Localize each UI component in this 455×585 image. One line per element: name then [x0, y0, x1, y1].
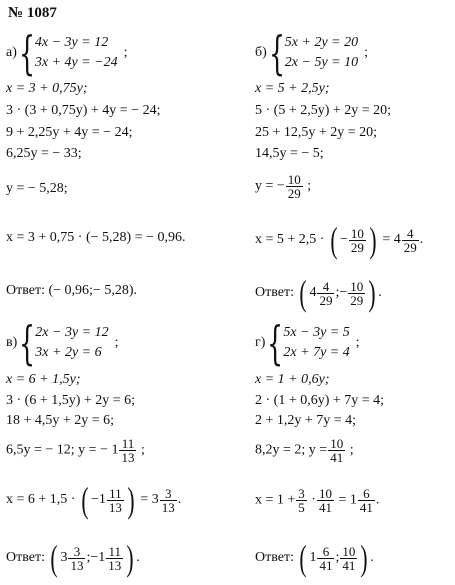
g-line1: x = 1 + 0,6y; [255, 372, 330, 387]
fraction: $\frac{11}{13}$ [121, 436, 135, 465]
v-line3: 18 + 4,5y + 2y = 6; [6, 413, 115, 428]
answer-label: Ответ: [255, 285, 294, 301]
fraction: $\frac{11}{13}$ [108, 485, 122, 515]
g-answer: Ответ: ( 1 $\frac{6}{41}$ ; $\frac{10}{41}$ ) . [255, 538, 374, 578]
a-line2: 3 · (3 + 0,75y) + 4y = − 24; [6, 103, 161, 118]
g-line5-text: x = 1 + [255, 492, 296, 508]
fraction: $\frac{10}{41}$ [342, 543, 356, 573]
b-line5: y = − $\frac{10}{29}$ ; [255, 172, 312, 201]
system-v-eq1: 2x − 3y = 12 [35, 325, 109, 340]
brace-icon: { [18, 26, 35, 80]
label-a: а) [6, 45, 17, 60]
system-g-eq2: 2x + 7y = 4 [283, 345, 350, 360]
b-line6: x = 5 + 2,5 · ( − $\frac{10}{29}$ ) = 4 $\frac{4}{29}$ . [255, 220, 424, 260]
fraction: $\frac{4}{29}$ [403, 225, 417, 255]
system-v-semi: ; [114, 335, 119, 350]
fraction: $\frac{10}{41}$ [318, 486, 332, 515]
system-a [6, 26, 128, 80]
brace-icon: { [268, 26, 285, 80]
a-line5: y = − 5,28; [6, 181, 68, 196]
g-line4: 8,2y = 2; y = $\frac{10}{41}$ ; [255, 436, 354, 465]
a-line1: x = 3 + 0,75y; [6, 81, 88, 96]
g-line3: 2 + 1,2y + 7y = 4; [255, 413, 357, 428]
b-answer: Ответ: ( 4 $\frac{4}{29}$ ;− $\frac{10}{29}$ ) . [255, 273, 382, 313]
v-answer: Ответ: ( 3 $\frac{3}{13}$ ;−1 $\frac{11}{13}$ ) . [6, 538, 140, 578]
v-line5: x = 6 + 1,5 · ( −1 $\frac{11}{13}$ ) = 3 $\frac{3}{13}$ . [6, 480, 182, 520]
fraction: $\frac{10}{41}$ [330, 436, 344, 465]
v-line4: 6,5y = − 12; y = − 1 $\frac{11}{13}$ ; [6, 436, 145, 465]
b-line4: 14,5y = − 5; [255, 146, 324, 161]
v-line1: x = 6 + 1,5y; [6, 372, 81, 387]
system-a-eq2: 3x + 4y = −24 [34, 55, 118, 70]
fraction: $\frac{11}{13}$ [108, 543, 122, 573]
brace-icon: { [19, 316, 36, 370]
label-g: г) [255, 335, 266, 350]
system-g [255, 316, 360, 370]
v-line4-text: 6,5y = − 12; y = − 1 [6, 442, 119, 458]
b-line1: x = 5 + 2,5y; [255, 81, 330, 96]
fraction: $\frac{10}{29}$ [350, 225, 364, 255]
fraction: $\frac{3}{13}$ [70, 543, 84, 573]
g-line5: x = 1 + $\frac{3}{5}$ · $\frac{10}{41}$ = 1 $\frac{6}{41}$ . [255, 486, 380, 515]
fraction: $\frac{3}{5}$ [298, 486, 305, 515]
b-line5-text: y = − [255, 178, 285, 194]
answer-label: Ответ: [255, 550, 294, 566]
system-v [6, 316, 119, 370]
label-v: в) [6, 335, 18, 350]
v-line5-text: x = 6 + 1,5 · [6, 492, 76, 508]
fraction: $\frac{6}{41}$ [319, 543, 333, 573]
system-g-semi: ; [355, 335, 360, 350]
v-line2: 3 · (6 + 1,5y) + 2y = 6; [6, 393, 136, 408]
fraction: $\frac{3}{13}$ [161, 485, 175, 515]
problem-number: № 1087 [8, 5, 57, 21]
system-b-eq2: 2x − 5y = 10 [284, 55, 359, 70]
fraction: $\frac{6}{41}$ [359, 486, 373, 515]
b-line2: 5 · (5 + 2,5y) + 2y = 20; [255, 103, 392, 118]
b-line6-text: x = 5 + 2,5 · [255, 232, 325, 248]
system-v-eq2: 3x + 2y = 6 [35, 345, 102, 360]
answer-label: Ответ: [6, 550, 45, 566]
g-line4-text: 8,2y = 2; y = [255, 442, 328, 458]
system-b [255, 26, 369, 80]
fraction: $\frac{4}{29}$ [319, 278, 333, 308]
system-b-semi: ; [364, 45, 369, 60]
brace-icon: { [267, 316, 284, 370]
label-b: б) [255, 45, 267, 60]
fraction: $\frac{10}{29}$ [287, 172, 301, 201]
a-answer: Ответ: (− 0,96;− 5,28). [6, 283, 137, 298]
g-line2: 2 · (1 + 0,6y) + 7y = 4; [255, 393, 385, 408]
system-b-eq1: 5x + 2y = 20 [284, 35, 359, 50]
system-a-eq1: 4x − 3y = 12 [34, 35, 109, 50]
system-a-semi: ; [123, 45, 128, 60]
a-line3: 9 + 2,25y + 4y = − 24; [6, 125, 133, 140]
system-g-eq1: 5x − 3y = 5 [283, 325, 350, 340]
a-line4: 6,25y = − 33; [6, 146, 82, 161]
b-line3: 25 + 12,5y + 2y = 20; [255, 125, 378, 140]
fraction: $\frac{10}{29}$ [350, 278, 364, 308]
a-line6: x = 3 + 0,75 · (− 5,28) = − 0,96. [6, 230, 186, 245]
